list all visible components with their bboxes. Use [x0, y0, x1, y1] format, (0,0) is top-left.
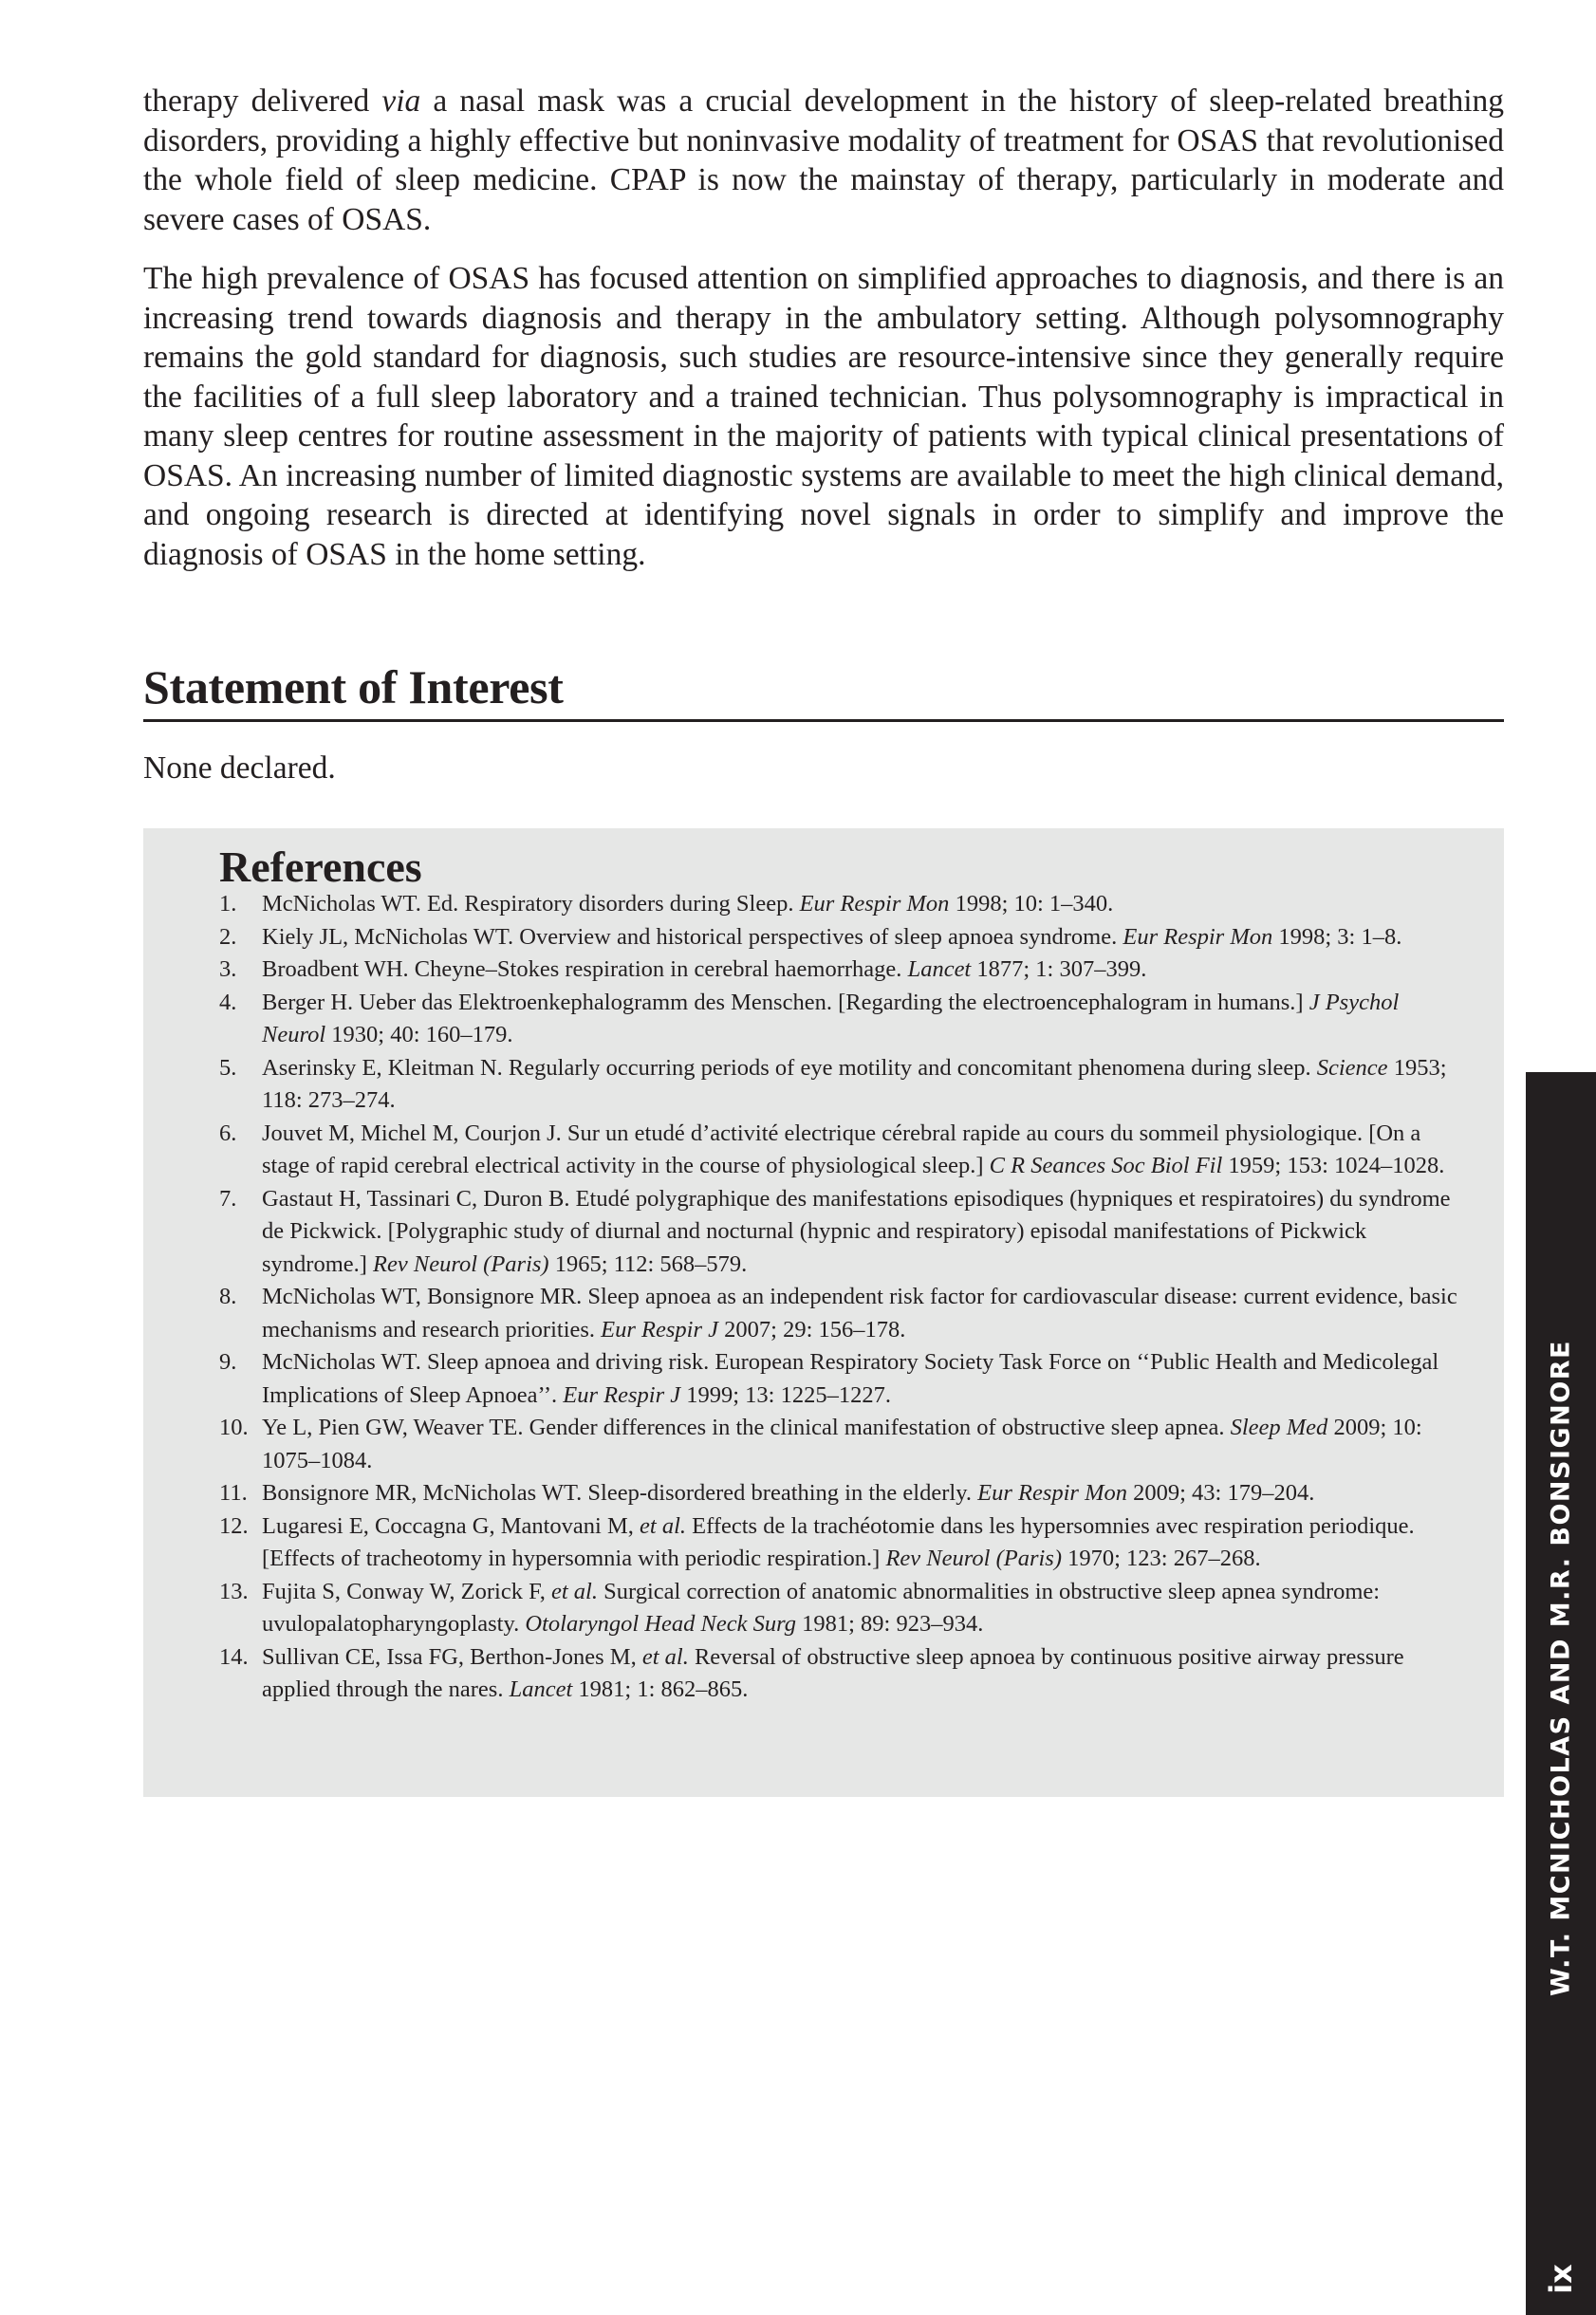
reference-number: 5. — [219, 1054, 237, 1081]
text-run: McNicholas WT, Bonsignore MR. Sleep apnoea as an independent risk factor for cardiovascular disease: current evidence, basic mechanisms and research priorities. — [262, 1284, 1457, 1343]
text-run: 1953; 118: 273–274. — [262, 1054, 1447, 1113]
reference-item — [219, 888, 1468, 921]
italic-text: et al. — [550, 1578, 598, 1604]
reference-item — [219, 1576, 1468, 1641]
text-run: 2009; 10: 1075–1084. — [262, 1415, 1422, 1473]
body-paragraph-2: The high prevalence of OSAS has focused attention on simplified approaches to diagnosis, and there is an increasing trend towards diagnosis and therapy in the ambulatory setting. Although polysomnography remains the gold standard for diagnosis, such studies are resource-intensive since they generally require the facilities of a full sleep laboratory and a trained technician. Thus polysomnography is impractical in many sleep centres for routine assessment in the majority of patients with typical clinical presentations of OSAS. An increasing number of limited diagnostic systems are available to meet the high clinical demand, and ongoing research is directed at identifying novel signals in order to simplify and improve the diagnosis of OSAS in the home setting. — [143, 261, 1504, 572]
sidebar-tab — [1526, 1072, 1596, 2315]
text-run: 1998; 10: 1–340. — [949, 891, 1114, 917]
sidebar-authors: W.T. MCNICHOLAS AND M.R. BONSIGNORE — [1546, 1340, 1576, 1996]
reference-item — [219, 1510, 1468, 1576]
text-run: Broadbent WH. Cheyne–Stokes respiration in cerebral haemorrhage. — [262, 956, 908, 982]
text-run: Bonsignore MR, McNicholas WT. Sleep-disordered breathing in the elderly. — [262, 1480, 978, 1506]
text-run: 1965; 112: 568–579. — [548, 1250, 748, 1277]
reference-number: 11. — [219, 1480, 248, 1506]
italic-text: Eur Respir J — [601, 1316, 719, 1343]
reference-item — [219, 1641, 1468, 1707]
reference-number: 1. — [219, 891, 237, 917]
reference-item — [219, 921, 1468, 954]
reference-number: 2. — [219, 923, 237, 950]
italic-text: C R Seances Soc Biol Fil — [989, 1153, 1223, 1178]
text-run: Aserinsky E, Kleitman N. Regularly occurring periods of eye motility and concomitant phenomena during sleep. — [262, 1054, 1317, 1081]
text-run: Ye L, Pien GW, Weaver TE. Gender differences in the clinical manifestation of obstructive sleep apnea. — [262, 1415, 1231, 1440]
reference-item — [219, 1412, 1468, 1477]
italic-text: via — [381, 83, 421, 119]
references-title: References — [219, 843, 422, 891]
reference-item — [219, 1477, 1468, 1510]
text-run: Gastaut H, Tassinari C, Duron B. Etudé polygraphique des manifestations episodiques (hypniques et respiratoires) du syndrome de Pickwick. [Polygraphic study of diurnal and nocturnal (hypnic and respiratory) episodal manifestations of Pickwick syndrome.] — [262, 1185, 1451, 1277]
italic-text: Eur Respir Mon — [799, 891, 950, 917]
text-run: Berger H. Ueber das Elektroenkephalogramm des Menschen. [Regarding the electroencephalogram in humans.] — [262, 989, 1309, 1015]
italic-text: J Psychol Neurol — [262, 989, 1400, 1047]
text-run: 2009; 43: 179–204. — [1126, 1480, 1315, 1506]
reference-number: 7. — [219, 1185, 237, 1212]
reference-item — [219, 1118, 1468, 1183]
text-run: Jouvet M, Michel M, Courjon J. Sur un etudé d’activité electrique cérebral rapide au cours du sommeil physiologique. [On a stage of rapid cerebral electrical activity in the course of physiological sleep.] — [262, 1120, 1421, 1178]
reference-item — [219, 1346, 1468, 1412]
italic-text: Otolaryngol Head Neck Surg — [525, 1611, 796, 1637]
reference-number: 4. — [219, 989, 237, 1015]
reference-number: 13. — [219, 1578, 249, 1604]
reference-number: 8. — [219, 1284, 237, 1309]
text-run: Fujita S, Conway W, Zorick F, — [262, 1578, 551, 1604]
italic-text: Science — [1316, 1054, 1388, 1081]
reference-number: 3. — [219, 956, 237, 982]
italic-text: Eur Respir J — [563, 1381, 681, 1408]
text-run: 1970; 123: 267–268. — [1061, 1546, 1261, 1571]
reference-number: 10. — [219, 1415, 249, 1440]
text-run: 1930; 40: 160–179. — [325, 1022, 513, 1047]
italic-text: et al. — [640, 1512, 687, 1539]
italic-text: Rev Neurol (Paris) — [885, 1546, 1062, 1571]
text-run: Lugaresi E, Coccagna G, Mantovani M, — [262, 1512, 640, 1539]
italic-text: Sleep Med — [1230, 1415, 1328, 1440]
reference-item — [219, 987, 1468, 1052]
text-run: 1981; 89: 923–934. — [795, 1611, 984, 1637]
references-box — [143, 828, 1504, 1797]
text-run: 1999; 13: 1225–1227. — [680, 1381, 891, 1408]
italic-text: Lancet — [907, 956, 972, 982]
reference-number: 14. — [219, 1643, 249, 1670]
italic-text: et al. — [641, 1643, 689, 1670]
reference-number: 12. — [219, 1512, 249, 1539]
reference-item — [219, 1052, 1468, 1118]
text-run: Sullivan CE, Issa FG, Berthon-Jones M, — [262, 1643, 642, 1670]
text-run: McNicholas WT. Sleep apnoea and driving risk. European Respiratory Society Task Force on ‘‘Public Health and Medicolegal Implications of Sleep Apnoea’’. — [262, 1349, 1439, 1408]
reference-item — [219, 1281, 1468, 1346]
section-heading: Statement of Interest — [143, 660, 564, 713]
italic-text: Lancet — [509, 1676, 573, 1702]
reference-item — [219, 1183, 1468, 1282]
reference-list — [219, 888, 1468, 1707]
italic-text: Eur Respir Mon — [977, 1480, 1127, 1506]
statement-of-interest-text: None declared. — [143, 750, 336, 786]
text-run: 1998; 3: 1–8. — [1272, 923, 1402, 950]
reference-item — [219, 954, 1468, 987]
text-run: therapy delivered — [143, 83, 382, 119]
text-run: Effects de la trachéotomie dans les hypersomnies avec respiration periodique. [Effects of tracheotomy in hypersomnia with periodic respiration.] — [262, 1512, 1415, 1571]
reference-number: 6. — [219, 1120, 237, 1146]
text-run: Kiely JL, McNicholas WT. Overview and historical perspectives of sleep apnoea syndrome. — [262, 923, 1123, 950]
text-run: Reversal of obstructive sleep apnoea by continuous positive airway pressure applied through the nares. — [262, 1643, 1404, 1702]
text-run: McNicholas WT. Ed. Respiratory disorders during Sleep. — [262, 891, 800, 917]
reference-number: 9. — [219, 1349, 237, 1375]
text-run: 1959; 153: 1024–1028. — [1222, 1153, 1445, 1178]
text-run: 1877; 1: 307–399. — [971, 956, 1147, 982]
heading-divider — [143, 719, 1504, 722]
page-number: ix — [1543, 2264, 1579, 2294]
text-run: 1981; 1: 862–865. — [572, 1676, 749, 1702]
body-paragraph-1 — [143, 82, 1504, 239]
italic-text: Eur Respir Mon — [1123, 923, 1273, 950]
italic-text: Rev Neurol (Paris) — [373, 1250, 549, 1277]
text-run: a nasal mask was a crucial development in the history of sleep-related breathing disorders, providing a highly effective but noninvasive modality of treatment for OSAS that revolutionised the whole field of sleep medicine. CPAP is now the mainstay of therapy, particularly in moderate and severe cases of OSAS. — [143, 83, 1504, 237]
text-run: 2007; 29: 156–178. — [718, 1316, 906, 1343]
text-run: Surgical correction of anatomic abnormalities in obstructive sleep apnea syndrome: uvulopalatopharyngoplasty. — [262, 1578, 1381, 1637]
